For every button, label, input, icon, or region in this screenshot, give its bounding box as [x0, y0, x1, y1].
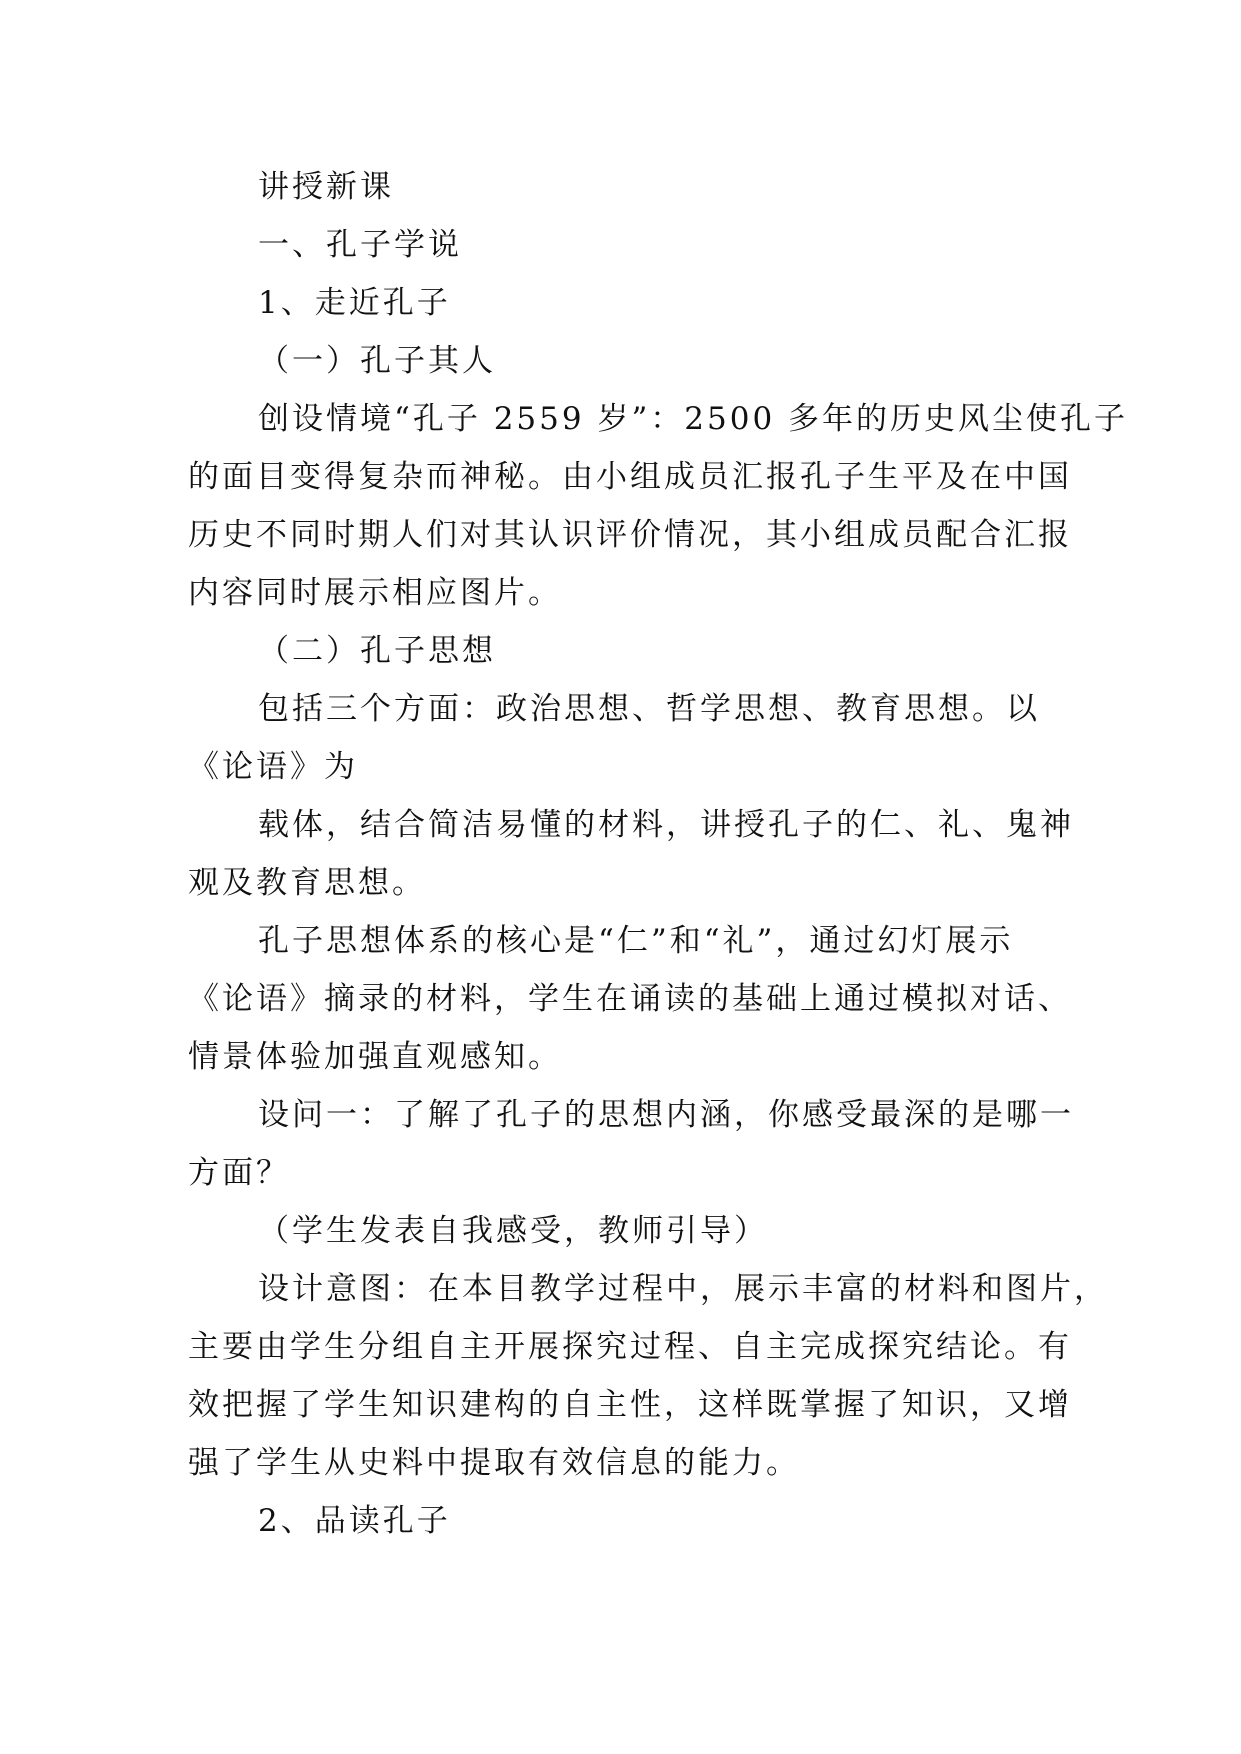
- section-heading-lecture: 讲授新课: [258, 169, 394, 205]
- question-line: 方面？: [188, 1155, 290, 1191]
- paragraph-line: 孔子思想体系的核心是“仁”和“礼”，通过幻灯展示: [258, 923, 1014, 959]
- subheading-confucius-person: （一）孔子其人: [258, 343, 496, 379]
- heading-approach-confucius: 1、走近孔子: [258, 285, 451, 321]
- subheading-confucius-thought: （二）孔子思想: [258, 633, 496, 669]
- design-intent-line: 效把握了学生知识建构的自主性，这样既掌握了知识，又增: [188, 1387, 1072, 1423]
- paragraph-line: 创设情境“孔子 2559 岁”：2500 多年的历史风尘使孔子: [258, 401, 1129, 437]
- paragraph-line: 历史不同时期人们对其认识评价情况，其小组成员配合汇报: [188, 517, 1072, 553]
- paragraph-line: 载体，结合简洁易懂的材料，讲授孔子的仁、礼、鬼神: [258, 807, 1074, 843]
- paragraph-line: 情景体验加强直观感知。: [188, 1039, 562, 1075]
- heading-read-confucius: 2、品读孔子: [258, 1503, 451, 1539]
- paragraph-line: 观及教育思想。: [188, 865, 426, 901]
- paragraph-line: 包括三个方面：政治思想、哲学思想、教育思想。以: [258, 691, 1040, 727]
- note-line: （学生发表自我感受，教师引导）: [258, 1213, 768, 1249]
- design-intent-line: 主要由学生分组自主开展探究过程、自主完成探究结论。有: [188, 1329, 1072, 1365]
- question-line: 设问一：了解了孔子的思想内涵，你感受最深的是哪一: [258, 1097, 1074, 1133]
- design-intent-line: 强了学生从史料中提取有效信息的能力。: [188, 1445, 800, 1481]
- paragraph-line: 内容同时展示相应图片。: [188, 575, 562, 611]
- paragraph-line: 《论语》为: [188, 749, 358, 785]
- paragraph-line: 的面目变得复杂而神秘。由小组成员汇报孔子生平及在中国: [188, 459, 1072, 495]
- design-intent-line: 设计意图：在本目教学过程中，展示丰富的材料和图片，: [258, 1271, 1108, 1307]
- heading-confucius-doctrine: 一、孔子学说: [258, 227, 462, 263]
- paragraph-line: 《论语》摘录的材料，学生在诵读的基础上通过模拟对话、: [188, 981, 1072, 1017]
